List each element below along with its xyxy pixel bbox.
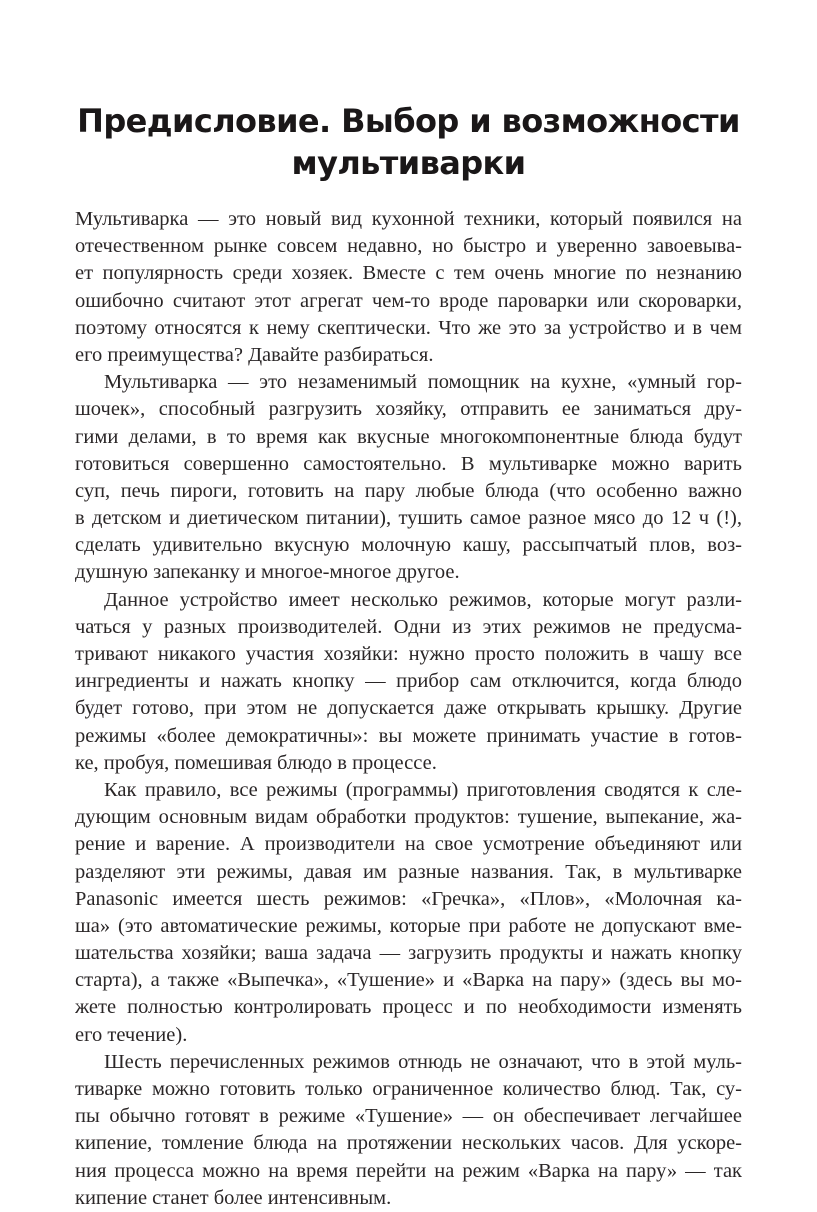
- text-line: Данное устройство имеет несколько режимов, которые могут разли-: [104, 588, 742, 611]
- text-line: Мультиварка — это незаменимый помощник на кухне, «умный гор-: [104, 371, 742, 394]
- text-line: тривают никакого участия хозяйки: нужно просто положить в чашу все: [75, 643, 742, 665]
- text-line: сделать удивительно вкусную молочную кашу, рассыпчатый плов, воз-: [75, 534, 742, 557]
- chapter-title-line-2: мультиварки: [291, 144, 526, 182]
- paragraph-4: [75, 777, 742, 1049]
- text-line: пы обычно готовят в режиме «Тушение» — он обеспечивает легчайшее: [75, 1105, 742, 1128]
- text-line: Panasonic имеется шесть режимов: «Гречка», «Плов», «Молочная ка-: [75, 887, 742, 910]
- text-line: разделяют эти режимы, давая им разные названия. Так, в мультиварке: [75, 860, 742, 883]
- text-line: ша» (это автоматические режимы, которые при работе не допускают вме-: [75, 914, 742, 937]
- text-line: кипение станет более интенсивным.: [75, 1186, 392, 1209]
- text-line: рение и варение. А производители на свое усмотрение объединяют или: [75, 833, 742, 856]
- text-line: ет популярность среди хозяек. Вместе с тем очень многие по незнанию: [75, 262, 742, 285]
- text-line: будет готово, при этом не допускается даже открывать крышку. Другие: [75, 697, 742, 720]
- chapter-title-line-1: Предисловие. Выбор и возможности: [77, 102, 740, 140]
- text-line: ке, пробуя, помешивая блюдо в процессе.: [75, 751, 437, 774]
- text-line: Мультиварка — это новый вид кухонной техники, который появился на: [75, 208, 742, 230]
- paragraph-5: [75, 1049, 742, 1212]
- text-line: тиварке можно готовить только ограниченное количество блюд. Так, су-: [75, 1078, 742, 1100]
- text-line: его преимущества? Давайте разбираться.: [75, 343, 434, 366]
- paragraph-3: [75, 587, 742, 777]
- text-line: чаться у разных производителей. Одни из этих режимов не предусма-: [75, 615, 742, 638]
- text-line: Шесть перечисленных режимов отнюдь не означают, что в этой муль-: [104, 1050, 742, 1073]
- text-line: его течение).: [75, 1023, 188, 1046]
- text-line: старта), а также «Выпечка», «Тушение» и «Варка на пару» (здесь вы мо-: [75, 969, 742, 992]
- text-line: Как правило, все режимы (программы) приготовления сводятся к сле-: [104, 778, 742, 801]
- text-line: в детском и диетическом питании), тушить самое разное мясо до 12 ч (!),: [75, 507, 742, 530]
- text-line: ошибочно считают этот агрегат чем-то вроде пароварки или скороварки,: [75, 289, 742, 312]
- paragraph-1: [75, 206, 742, 369]
- text-line: жете полностью контролировать процесс и по необходимости изменять: [75, 996, 742, 1019]
- text-line: ингредиенты и нажать кнопку — прибор сам отключится, когда блюдо: [75, 670, 742, 693]
- text-line: отечественном рынке совсем недавно, но быстро и уверенно завоевыва-: [75, 235, 742, 258]
- text-line: ния процесса можно на время перейти на режим «Варка на пару» — так: [75, 1159, 742, 1182]
- text-line: душную запеканку и многое-многое другое.: [75, 561, 460, 584]
- text-line: шочек», способный разгрузить хозяйку, отправить ее заниматься дру-: [75, 398, 742, 421]
- text-line: режимы «более демократичны»: вы можете принимать участие в готов-: [75, 724, 742, 747]
- text-line: гими делами, в то время как вкусные многокомпонентные блюда будут: [75, 425, 742, 448]
- text-line: суп, печь пироги, готовить на пару любые блюда (что особенно важно: [75, 479, 742, 502]
- text-line: готовиться совершенно самостоятельно. В мультиварке можно варить: [75, 452, 742, 475]
- text-line: кипение, томление блюда на протяжении нескольких часов. Для ускоре-: [75, 1132, 742, 1155]
- text-line: поэтому относятся к нему скептически. Что же это за устройство и в чем: [75, 316, 742, 339]
- chapter-body: [75, 206, 742, 1212]
- text-line: шательства хозяйки; ваша задача — загрузить продукты и нажать кнопку: [75, 942, 742, 965]
- chapter-title: [0, 100, 817, 184]
- paragraph-2: [75, 369, 742, 587]
- text-line: дующим основным видам обработки продуктов: тушение, выпекание, жа-: [75, 806, 742, 829]
